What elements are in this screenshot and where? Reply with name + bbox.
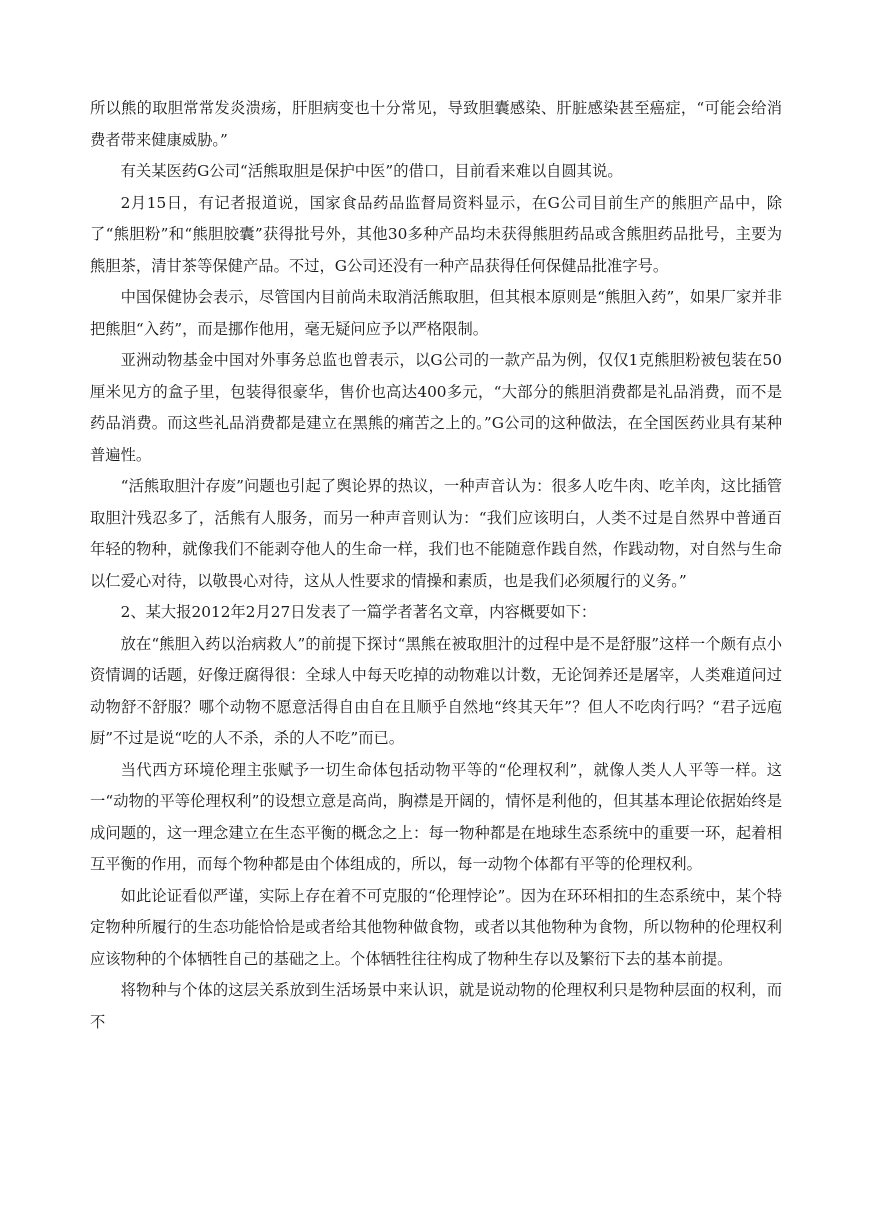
paragraph-1: 所以熊的取胆常常发炎溃疡，肝胆病变也十分常见，导致胆囊感染、肝脏感染甚至癌症，“可能会给消费者带来健康威胁。” bbox=[90, 99, 782, 149]
paragraph-6: “活熊取胆汁存废”问题也引起了舆论界的热议，一种声音认为：很多人吃牛肉、吃羊肉，这比插管取胆汁残忍多了，活熊有人服务，而另一种声音则认为：“我们应该明白，人类不过是自然界中普通百年轻的物种，就像我们不能剥夺他人的生命一样，我们也不能随意作践自然，作践动物，对自然与生命以仁爱心对待，以敬畏心对待，这从人性要求的情操和素质，也是我们必须履行的义务。” bbox=[90, 477, 782, 590]
paragraph-5: 亚洲动物基金中国对外事务总监也曾表示，以G公司的一款产品为例，仅仅1克熊胆粉被包装在50厘米见方的盒子里，包装得很豪华，售价也高达400多元，“大部分的熊胆消费都是礼品消费，而不是药品消费。而这些礼品消费都是建立在黑熊的痛苦之上的。”G公司的这种做法，在全国医药业具有某种普遍性。 bbox=[90, 351, 782, 464]
paragraph-11: 将物种与个体的这层关系放到生活场景中来认识，就是说动物的伦理权利只是物种层面的权利，而不 bbox=[90, 981, 782, 1031]
paragraph-8: 放在“熊胆入药以治病救人”的前提下探讨“黑熊在被取胆汁的过程中是不是舒服”这样一个颇有点小资情调的话题，好像迂腐得很：全球人中每天吃掉的动物难以计数，无论饲养还是屠宰，人类难道问过动物舒不舒服？哪个动物不愿意活得自由自在且顺乎自然地“终其天年”？但人不吃肉行吗？“君子远庖厨”不过是说“吃的人不杀，杀的人不吃”而已。 bbox=[90, 634, 782, 747]
document-page bbox=[90, 93, 782, 1038]
paragraph-4: 中国保健协会表示，尽管国内目前尚未取消活熊取胆，但其根本原则是“熊胆入药”，如果厂家并非把熊胆“入药”，而是挪作他用，毫无疑问应予以严格限制。 bbox=[90, 288, 782, 338]
paragraph-10: 如此论证看似严谨，实际上存在着不可克服的“伦理悖论”。因为在环环相扣的生态系统中，某个特定物种所履行的生态功能恰恰是或者给其他物种做食物，或者以其他物种为食物，所以物种的伦理权利应该物种的个体牺牲自己的基础之上。个体牺牲往往构成了物种生存以及繁衍下去的基本前提。 bbox=[90, 886, 782, 968]
paragraph-9: 当代西方环境伦理主张赋予一切生命体包括动物平等的“伦理权利”，就像人类人人平等一样。这一“动物的平等伦理权利”的设想立意是高尚，胸襟是开阔的，情怀是利他的，但其基本理论依据始终是成问题的，这一理念建立在生态平衡的概念之上：每一物种都是在地球生态系统中的重要一环，起着相互平衡的作用，而每个物种都是由个体组成的，所以，每一动物个体都有平等的伦理权利。 bbox=[90, 760, 782, 873]
paragraph-7: 2、某大报2012年2月27日发表了一篇学者著名文章，内容概要如下： bbox=[120, 603, 597, 621]
paragraph-2: 有关某医药G公司“活熊取胆是保护中医”的借口，目前看来难以自圆其说。 bbox=[120, 162, 623, 180]
paragraph-3: 2月15日，有记者报道说，国家食品药品监督局资料显示，在G公司目前生产的熊胆产品中，除了“熊胆粉”和“熊胆胶囊”获得批号外，其他30多种产品均未获得熊胆药品或含熊胆药品批号，主要为熊胆茶，清甘茶等保健产品。不过，G公司还没有一种产品获得任何保健品批准字号。 bbox=[90, 193, 782, 275]
